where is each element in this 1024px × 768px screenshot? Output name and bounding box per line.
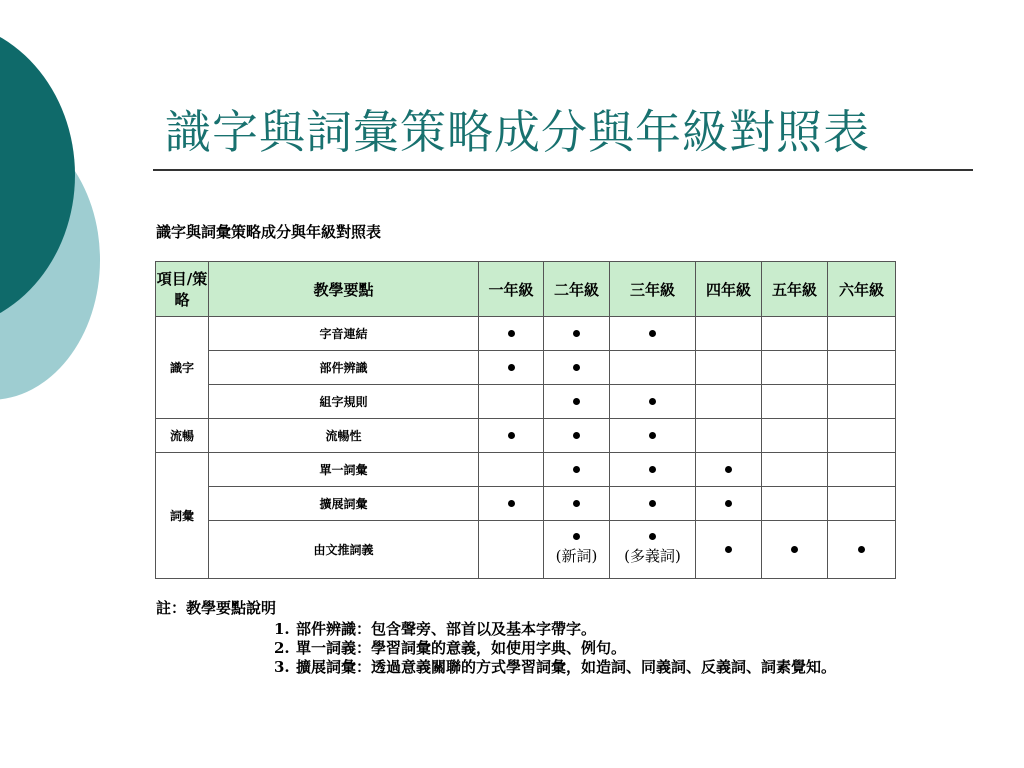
grade-3-cell: [610, 487, 696, 521]
teaching-point-cell: 由文推詞義: [209, 521, 479, 579]
note-item: [274, 658, 924, 677]
grade-5-cell: [762, 351, 828, 385]
grade-2-cell: [544, 419, 610, 453]
grade-1-cell: [479, 453, 544, 487]
table-caption: 識字與詞彙策略成分與年級對照表: [156, 223, 382, 241]
grade-3-cell: [610, 419, 696, 453]
bullet-mark: [573, 466, 580, 473]
bullet-mark: [508, 500, 515, 507]
table-header-row: [156, 262, 896, 317]
teaching-point-cell: 擴展詞彙: [209, 487, 479, 521]
bullet-mark: [649, 398, 656, 405]
grade-2-cell: [544, 351, 610, 385]
grade-3-cell: [610, 385, 696, 419]
grade-2-cell: [544, 453, 610, 487]
note-item: [274, 620, 924, 639]
header-grade-3: 三年級: [610, 262, 696, 317]
header-grade-2: 二年級: [544, 262, 610, 317]
bullet-mark: [508, 330, 515, 337]
teaching-point-cell: 單一詞彙: [209, 453, 479, 487]
table-row: [156, 487, 896, 521]
note-text: 單一詞義：學習詞彙的意義，如使用字典、例句。: [296, 639, 627, 657]
slide-title: 識字與詞彙策略成分與年級對照表: [165, 105, 870, 159]
grade-1-cell: [479, 385, 544, 419]
bullet-mark: [573, 432, 580, 439]
grade-4-cell: [696, 317, 762, 351]
category-cell: 識字: [156, 317, 209, 419]
header-grade-6: 六年級: [828, 262, 896, 317]
grade-1-cell: [479, 487, 544, 521]
note-text: 部件辨識：包含聲旁、部首以及基本字帶字。: [296, 620, 597, 638]
grade-5-cell: [762, 385, 828, 419]
category-cell: 詞彙: [156, 453, 209, 579]
grade-4-cell: [696, 521, 762, 579]
grade-3-cell: [610, 317, 696, 351]
grade-3-cell: [610, 453, 696, 487]
bullet-mark: [649, 466, 656, 473]
grade-6-cell: [828, 317, 896, 351]
grade-4-cell: [696, 419, 762, 453]
grade-2-cell: [544, 385, 610, 419]
table-row: [156, 351, 896, 385]
category-cell: 流暢: [156, 419, 209, 453]
header-grade-1: 一年級: [479, 262, 544, 317]
teaching-point-cell: 字音連結: [209, 317, 479, 351]
grade-4-cell: [696, 385, 762, 419]
bullet-mark: [791, 546, 798, 553]
note-text: 擴展詞彙：透過意義關聯的方式學習詞彙，如造詞、同義詞、反義詞、詞素覺知。: [296, 658, 837, 676]
bullet-mark: [858, 546, 865, 553]
grade-comparison-table: [155, 261, 896, 579]
note-number: 2.: [274, 639, 290, 657]
table-row: [156, 521, 896, 579]
header-grade-4: 四年級: [696, 262, 762, 317]
grade-6-cell: [828, 385, 896, 419]
notes-list: [274, 620, 924, 677]
bullet-mark: [725, 500, 732, 507]
bullet-mark: [573, 500, 580, 507]
bullet-mark: [573, 364, 580, 371]
cell-annotation: (新詞): [555, 547, 598, 565]
note-item: [274, 639, 924, 658]
bullet-mark: [725, 546, 732, 553]
grade-4-cell: [696, 487, 762, 521]
grade-1-cell: [479, 521, 544, 579]
notes-heading: 註：教學要點說明: [156, 599, 277, 617]
table-row: [156, 419, 896, 453]
teaching-point-cell: 部件辨識: [209, 351, 479, 385]
grade-4-cell: [696, 351, 762, 385]
grade-5-cell: [762, 419, 828, 453]
note-number: 1.: [274, 620, 290, 638]
grade-6-cell: [828, 419, 896, 453]
bullet-mark: [649, 533, 656, 540]
bullet-mark: [573, 330, 580, 337]
bullet-mark: [508, 364, 515, 371]
table-row: [156, 317, 896, 351]
header-teaching-points: 教學要點: [209, 262, 479, 317]
note-number: 3.: [274, 658, 290, 676]
grade-4-cell: [696, 453, 762, 487]
header-category: 項目/策略: [156, 262, 209, 317]
grade-2-cell: [544, 487, 610, 521]
cell-annotation: (多義詞): [624, 547, 681, 565]
grade-1-cell: [479, 317, 544, 351]
grade-2-cell: [544, 317, 610, 351]
bullet-mark: [649, 432, 656, 439]
grade-1-cell: [479, 351, 544, 385]
grade-6-cell: [828, 487, 896, 521]
grade-5-cell: [762, 521, 828, 579]
grade-2-cell: [544, 521, 610, 579]
grade-5-cell: [762, 317, 828, 351]
title-underline: [153, 169, 973, 171]
bullet-mark: [649, 330, 656, 337]
bullet-mark: [649, 500, 656, 507]
grade-6-cell: [828, 351, 896, 385]
grade-3-cell: [610, 351, 696, 385]
grade-5-cell: [762, 487, 828, 521]
teaching-point-cell: 組字規則: [209, 385, 479, 419]
grade-3-cell: [610, 521, 696, 579]
table-row: [156, 385, 896, 419]
grade-6-cell: [828, 521, 896, 579]
bullet-mark: [725, 466, 732, 473]
teaching-point-cell: 流暢性: [209, 419, 479, 453]
table-row: [156, 453, 896, 487]
grade-1-cell: [479, 419, 544, 453]
bullet-mark: [508, 432, 515, 439]
grade-5-cell: [762, 453, 828, 487]
grade-6-cell: [828, 453, 896, 487]
bullet-mark: [573, 398, 580, 405]
header-grade-5: 五年級: [762, 262, 828, 317]
bullet-mark: [573, 533, 580, 540]
